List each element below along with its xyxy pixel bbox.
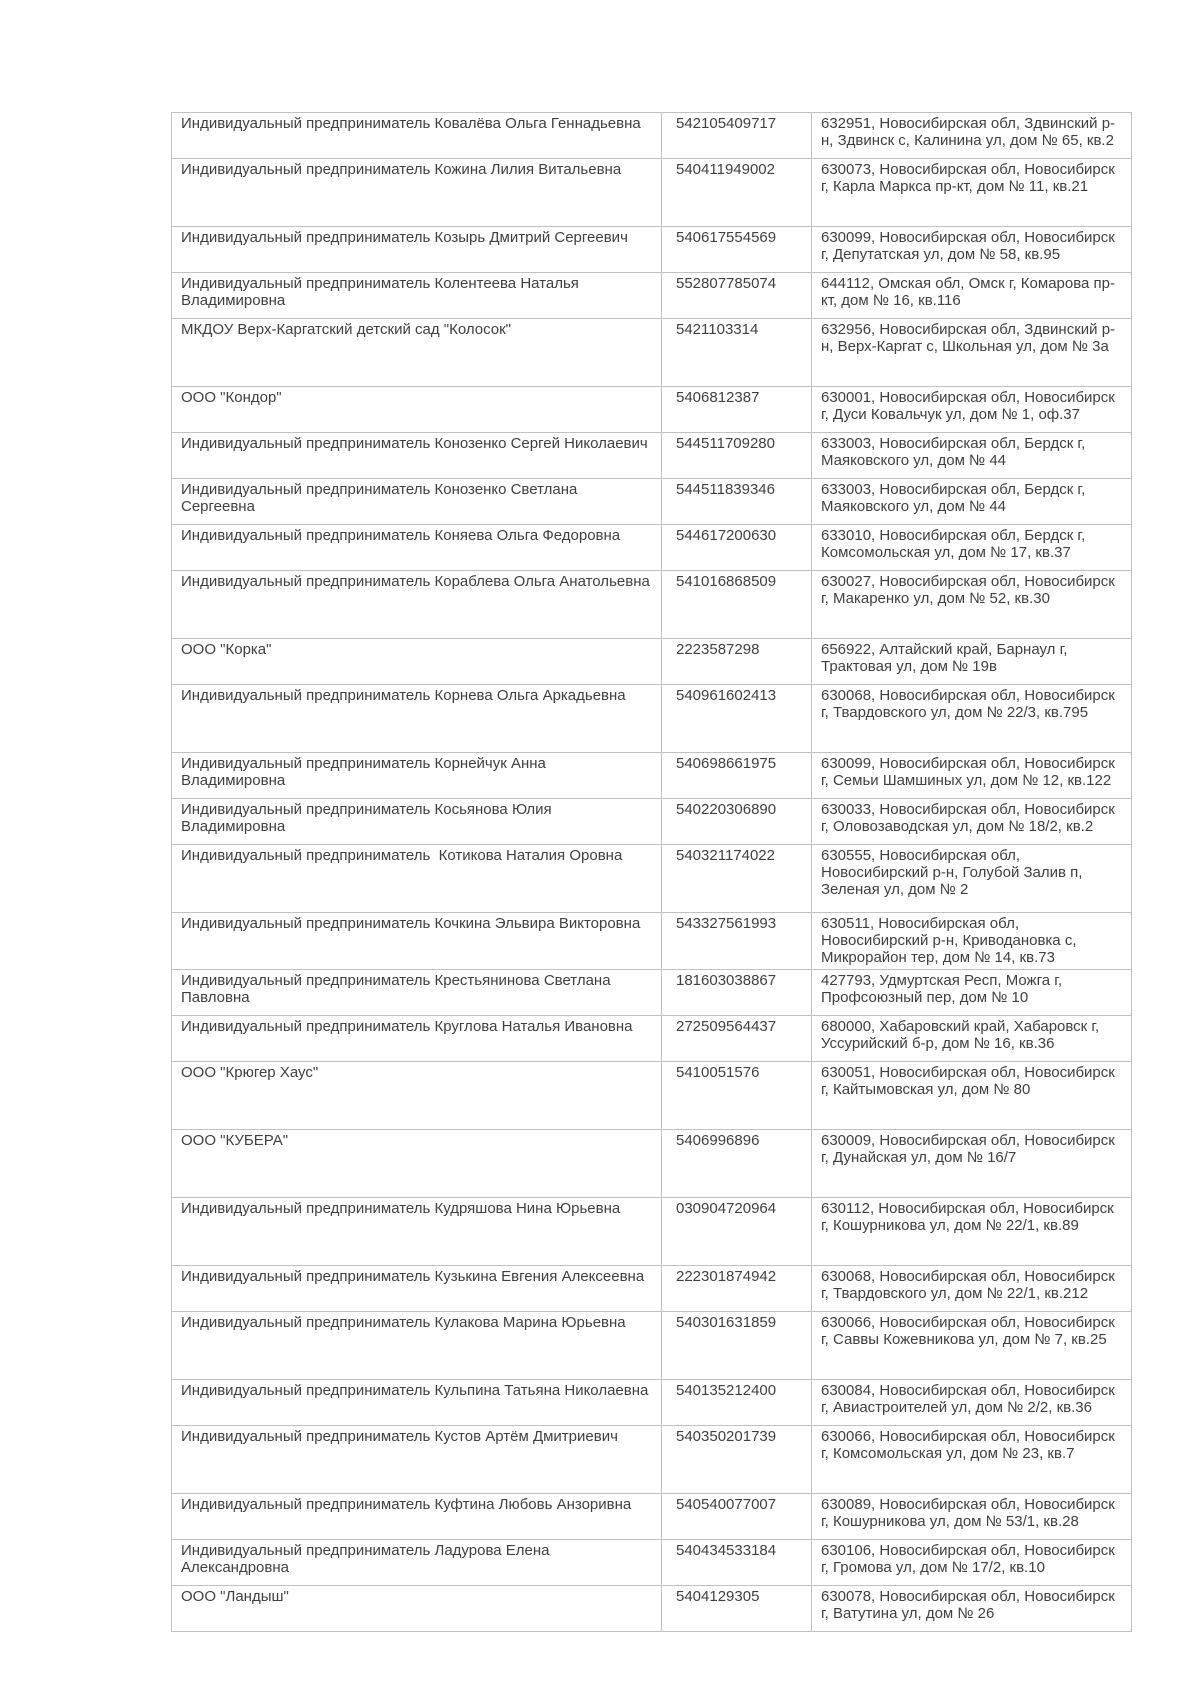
- name-cell: ООО "Крюгер Хаус": [172, 1062, 662, 1130]
- address-cell: 680000, Хабаровский край, Хабаровск г, Уссурийский б-р, дом № 16, кв.36: [812, 1016, 1132, 1062]
- inn-cell: 5404129305: [662, 1586, 812, 1632]
- inn-cell: 540301631859: [662, 1312, 812, 1380]
- table-row: [172, 1540, 1132, 1586]
- address-cell: 630066, Новосибирская обл, Новосибирск г, Саввы Кожевникова ул, дом № 7, кв.25: [812, 1312, 1132, 1380]
- table-row: [172, 113, 1132, 159]
- address-cell: 632956, Новосибирская обл, Здвинский р-н, Верх-Каргат с, Школьная ул, дом № 3а: [812, 319, 1132, 387]
- name-cell: Индивидуальный предприниматель Кузькина Евгения Алексеевна: [172, 1266, 662, 1312]
- inn-cell: 5406812387: [662, 387, 812, 433]
- inn-cell: 540135212400: [662, 1380, 812, 1426]
- inn-cell: 544511839346: [662, 479, 812, 525]
- name-cell: Индивидуальный предприниматель Круглова Наталья Ивановна: [172, 1016, 662, 1062]
- inn-cell: 540698661975: [662, 753, 812, 799]
- inn-cell: 030904720964: [662, 1198, 812, 1266]
- name-cell: Индивидуальный предприниматель Козырь Дмитрий Сергеевич: [172, 227, 662, 273]
- name-cell: Индивидуальный предприниматель Корнейчук Анна Владимировна: [172, 753, 662, 799]
- address-cell: 630068, Новосибирская обл, Новосибирск г, Твардовского ул, дом № 22/1, кв.212: [812, 1266, 1132, 1312]
- address-cell: 632951, Новосибирская обл, Здвинский р-н, Здвинск с, Калинина ул, дом № 65, кв.2: [812, 113, 1132, 159]
- inn-cell: 222301874942: [662, 1266, 812, 1312]
- address-cell: 630078, Новосибирская обл, Новосибирск г, Ватутина ул, дом № 26: [812, 1586, 1132, 1632]
- name-cell: Индивидуальный предприниматель Кудряшова Нина Юрьевна: [172, 1198, 662, 1266]
- name-cell: Индивидуальный предприниматель Ковалёва Ольга Геннадьевна: [172, 113, 662, 159]
- address-cell: 630009, Новосибирская обл, Новосибирск г, Дунайская ул, дом № 16/7: [812, 1130, 1132, 1198]
- name-cell: Индивидуальный предприниматель Коняева Ольга Федоровна: [172, 525, 662, 571]
- name-cell: Индивидуальный предприниматель Конозенко Сергей Николаевич: [172, 433, 662, 479]
- name-cell: Индивидуальный предприниматель Куфтина Любовь Анзоривна: [172, 1494, 662, 1540]
- address-cell: 630112, Новосибирская обл, Новосибирск г, Кошурникова ул, дом № 22/1, кв.89: [812, 1198, 1132, 1266]
- address-cell: 630068, Новосибирская обл, Новосибирск г, Твардовского ул, дом № 22/3, кв.795: [812, 685, 1132, 753]
- table-row: [172, 319, 1132, 387]
- table-row: [172, 1426, 1132, 1494]
- name-cell: Индивидуальный предприниматель Кораблева Ольга Анатольевна: [172, 571, 662, 639]
- table-row: [172, 753, 1132, 799]
- registry-table-body: [172, 113, 1132, 1632]
- table-row: [172, 1586, 1132, 1632]
- name-cell: Индивидуальный предприниматель Кожина Лилия Витальевна: [172, 159, 662, 227]
- name-cell: ООО "Корка": [172, 639, 662, 685]
- name-cell: Индивидуальный предприниматель Крестьянинова Светлана Павловна: [172, 970, 662, 1016]
- inn-cell: 543327561993: [662, 913, 812, 970]
- inn-cell: 552807785074: [662, 273, 812, 319]
- address-cell: 630027, Новосибирская обл, Новосибирск г, Макаренко ул, дом № 52, кв.30: [812, 571, 1132, 639]
- table-row: [172, 1130, 1132, 1198]
- address-cell: 630051, Новосибирская обл, Новосибирск г, Кайтымовская ул, дом № 80: [812, 1062, 1132, 1130]
- inn-cell: 540321174022: [662, 845, 812, 913]
- name-cell: ООО "КУБЕРА": [172, 1130, 662, 1198]
- table-row: [172, 159, 1132, 227]
- address-cell: 630555, Новосибирская обл, Новосибирский р-н, Голубой Залив п, Зеленая ул, дом № 2: [812, 845, 1132, 913]
- table-row: [172, 913, 1132, 970]
- address-cell: 630511, Новосибирская обл, Новосибирский р-н, Криводановка с, Микрорайон тер, дом № 14, кв.73: [812, 913, 1132, 970]
- table-row: [172, 1380, 1132, 1426]
- table-row: [172, 525, 1132, 571]
- table-row: [172, 387, 1132, 433]
- address-cell: 630033, Новосибирская обл, Новосибирск г, Оловозаводская ул, дом № 18/2, кв.2: [812, 799, 1132, 845]
- inn-cell: 5406996896: [662, 1130, 812, 1198]
- name-cell: МКДОУ Верх-Каргатский детский сад "Колосок": [172, 319, 662, 387]
- inn-cell: 540411949002: [662, 159, 812, 227]
- name-cell: Индивидуальный предприниматель Колентеева Наталья Владимировна: [172, 273, 662, 319]
- table-row: [172, 1494, 1132, 1540]
- inn-cell: 540617554569: [662, 227, 812, 273]
- address-cell: 656922, Алтайский край, Барнаул г, Трактовая ул, дом № 19в: [812, 639, 1132, 685]
- inn-cell: 540961602413: [662, 685, 812, 753]
- address-cell: 630084, Новосибирская обл, Новосибирск г, Авиастроителей ул, дом № 2/2, кв.36: [812, 1380, 1132, 1426]
- table-row: [172, 1062, 1132, 1130]
- address-cell: 630089, Новосибирская обл, Новосибирск г, Кошурникова ул, дом № 53/1, кв.28: [812, 1494, 1132, 1540]
- address-cell: 427793, Удмуртская Респ, Можга г, Профсоюзный пер, дом № 10: [812, 970, 1132, 1016]
- name-cell: ООО "Кондор": [172, 387, 662, 433]
- address-cell: 633010, Новосибирская обл, Бердск г, Комсомольская ул, дом № 17, кв.37: [812, 525, 1132, 571]
- name-cell: Индивидуальный предприниматель Кульпина Татьяна Николаевна: [172, 1380, 662, 1426]
- table-row: [172, 845, 1132, 913]
- address-cell: 630073, Новосибирская обл, Новосибирск г, Карла Маркса пр-кт, дом № 11, кв.21: [812, 159, 1132, 227]
- name-cell: Индивидуальный предприниматель Кулакова Марина Юрьевна: [172, 1312, 662, 1380]
- table-row: [172, 479, 1132, 525]
- inn-cell: 544617200630: [662, 525, 812, 571]
- table-row: [172, 1016, 1132, 1062]
- table-row: [172, 1198, 1132, 1266]
- name-cell: Индивидуальный предприниматель Кустов Артём Дмитриевич: [172, 1426, 662, 1494]
- address-cell: 630099, Новосибирская обл, Новосибирск г, Семьи Шамшиных ул, дом № 12, кв.122: [812, 753, 1132, 799]
- table-row: [172, 799, 1132, 845]
- address-cell: 633003, Новосибирская обл, Бердск г, Маяковского ул, дом № 44: [812, 479, 1132, 525]
- inn-cell: 540350201739: [662, 1426, 812, 1494]
- table-row: [172, 571, 1132, 639]
- name-cell: ООО "Ландыш": [172, 1586, 662, 1632]
- table-row: [172, 970, 1132, 1016]
- address-cell: 630066, Новосибирская обл, Новосибирск г, Комсомольская ул, дом № 23, кв.7: [812, 1426, 1132, 1494]
- inn-cell: 542105409717: [662, 113, 812, 159]
- registry-table: [171, 112, 1132, 1632]
- inn-cell: 272509564437: [662, 1016, 812, 1062]
- table-row: [172, 433, 1132, 479]
- table-row: [172, 1266, 1132, 1312]
- inn-cell: 5421103314: [662, 319, 812, 387]
- address-cell: 633003, Новосибирская обл, Бердск г, Маяковского ул, дом № 44: [812, 433, 1132, 479]
- inn-cell: 541016868509: [662, 571, 812, 639]
- inn-cell: 5410051576: [662, 1062, 812, 1130]
- inn-cell: 544511709280: [662, 433, 812, 479]
- name-cell: Индивидуальный предприниматель Конозенко Светлана Сергеевна: [172, 479, 662, 525]
- table-row: [172, 1312, 1132, 1380]
- table-row: [172, 227, 1132, 273]
- table-row: [172, 685, 1132, 753]
- name-cell: Индивидуальный предприниматель Кочкина Эльвира Викторовна: [172, 913, 662, 970]
- name-cell: Индивидуальный предприниматель Косьянова Юлия Владимировна: [172, 799, 662, 845]
- address-cell: 630001, Новосибирская обл, Новосибирск г, Дуси Ковальчук ул, дом № 1, оф.37: [812, 387, 1132, 433]
- inn-cell: 540434533184: [662, 1540, 812, 1586]
- address-cell: 644112, Омская обл, Омск г, Комарова пр-кт, дом № 16, кв.116: [812, 273, 1132, 319]
- name-cell: Индивидуальный предприниматель Корнева Ольга Аркадьевна: [172, 685, 662, 753]
- inn-cell: 540540077007: [662, 1494, 812, 1540]
- name-cell: Индивидуальный предприниматель Ладурова Елена Александровна: [172, 1540, 662, 1586]
- inn-cell: 2223587298: [662, 639, 812, 685]
- table-row: [172, 273, 1132, 319]
- address-cell: 630099, Новосибирская обл, Новосибирск г, Депутатская ул, дом № 58, кв.95: [812, 227, 1132, 273]
- table-row: [172, 639, 1132, 685]
- name-cell: Индивидуальный предприниматель Котикова Наталия Оровна: [172, 845, 662, 913]
- address-cell: 630106, Новосибирская обл, Новосибирск г, Громова ул, дом № 17/2, кв.10: [812, 1540, 1132, 1586]
- inn-cell: 181603038867: [662, 970, 812, 1016]
- inn-cell: 540220306890: [662, 799, 812, 845]
